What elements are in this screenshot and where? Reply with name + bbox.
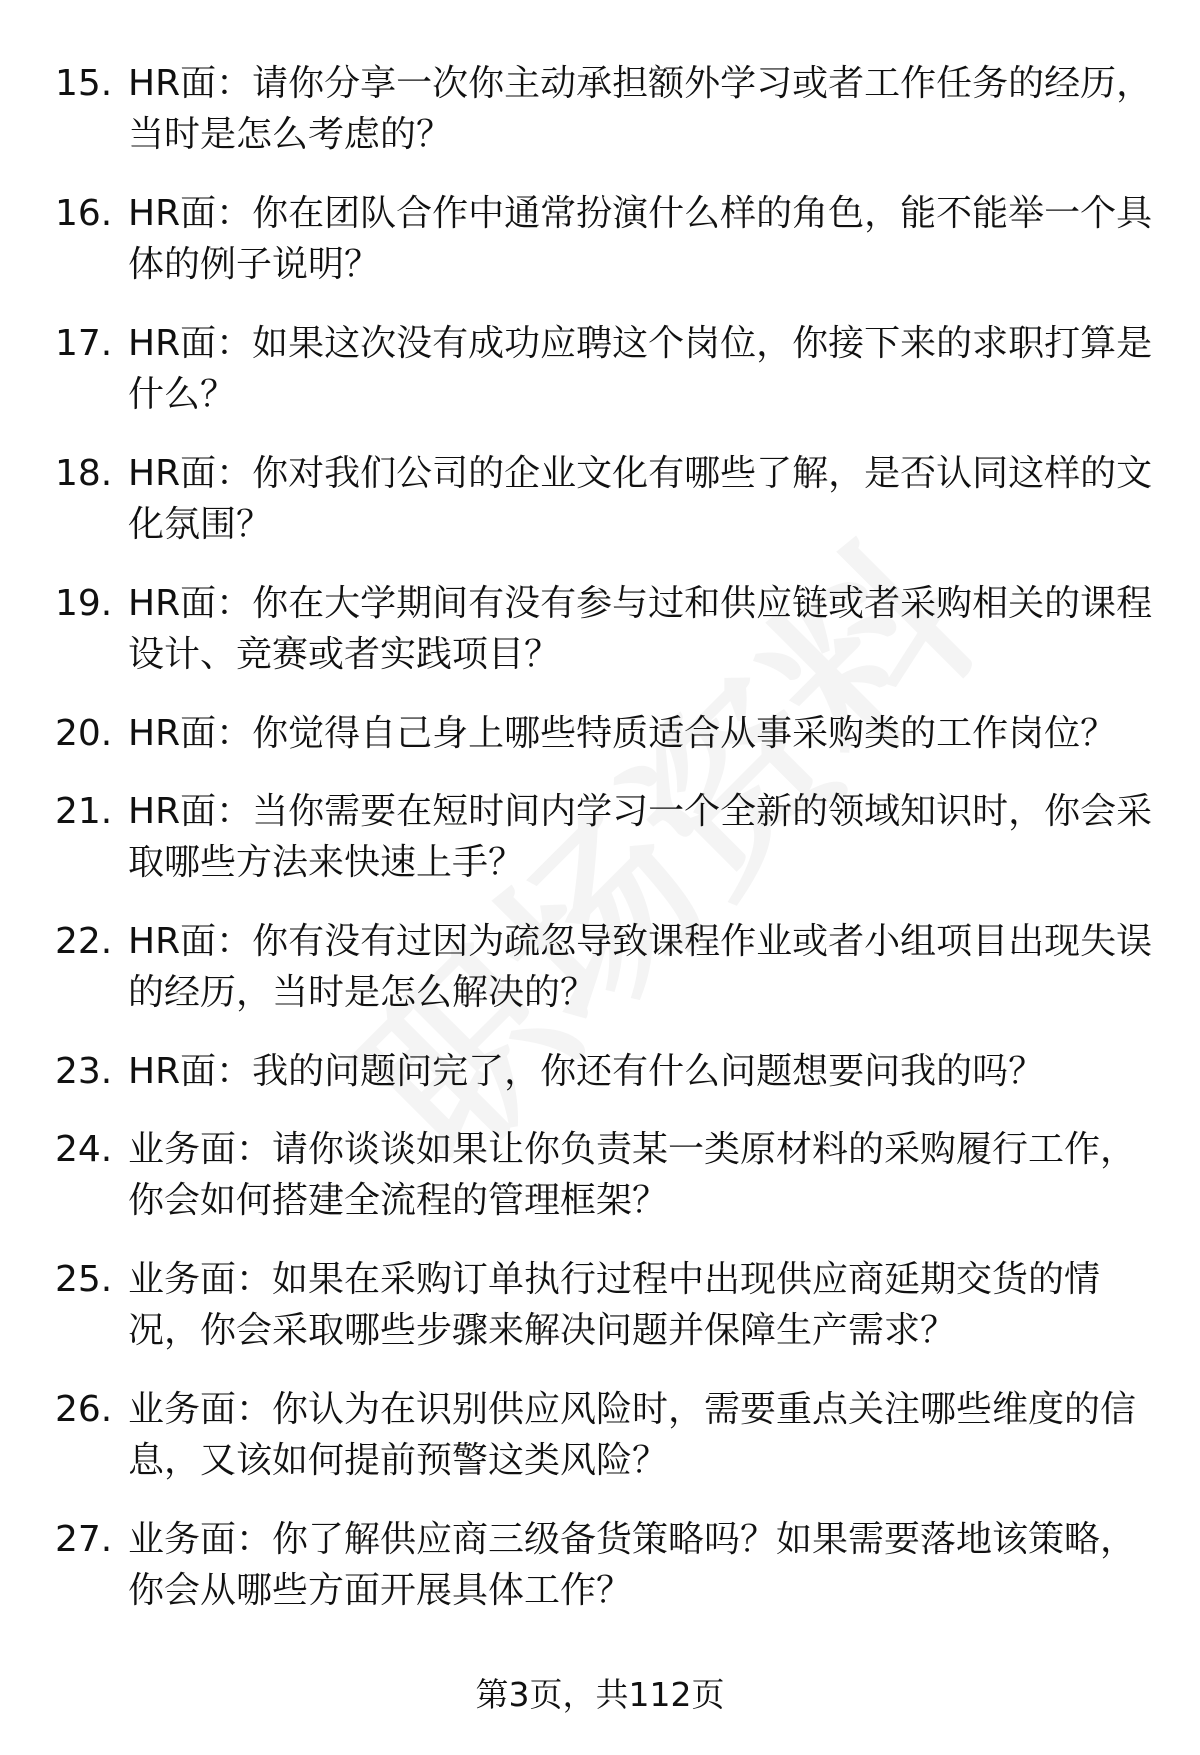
page-footer: 第3页，共112页 xyxy=(475,1675,725,1714)
question-number: 24. xyxy=(55,1129,113,1170)
question-list xyxy=(55,58,1155,1644)
list-item xyxy=(55,1254,1155,1356)
list-item xyxy=(55,578,1155,680)
list-item xyxy=(55,1046,1155,1097)
list-item xyxy=(55,916,1155,1018)
question-number: 15. xyxy=(55,63,113,104)
list-item xyxy=(55,58,1155,160)
question-number: 18. xyxy=(55,453,113,494)
question-number: 25. xyxy=(55,1259,113,1300)
list-item xyxy=(55,318,1155,420)
question-text: HR面：当你需要在短时间内学习一个全新的领域知识时，你会采取哪些方法来快速上手？ xyxy=(128,791,1153,883)
question-number: 16. xyxy=(55,193,113,234)
question-number: 27. xyxy=(55,1519,113,1560)
question-text: HR面：你有没有过因为疏忽导致课程作业或者小组项目出现失误的经历，当时是怎么解决的？ xyxy=(128,921,1153,1013)
question-text: HR面：你在团队合作中通常扮演什么样的角色，能不能举一个具体的例子说明？ xyxy=(128,193,1153,285)
question-text: 业务面：你认为在识别供应风险时，需要重点关注哪些维度的信息，又该如何提前预警这类风险？ xyxy=(128,1389,1137,1481)
question-text: HR面：你对我们公司的企业文化有哪些了解，是否认同这样的文化氛围？ xyxy=(128,453,1153,545)
question-number: 21. xyxy=(55,791,113,832)
question-number: 17. xyxy=(55,323,113,364)
question-number: 26. xyxy=(55,1389,113,1430)
question-text: HR面：如果这次没有成功应聘这个岗位，你接下来的求职打算是什么？ xyxy=(128,323,1153,415)
list-item xyxy=(55,1514,1155,1616)
question-number: 19. xyxy=(55,583,113,624)
list-item xyxy=(55,448,1155,550)
list-item xyxy=(55,188,1155,290)
question-number: 20. xyxy=(55,713,113,754)
list-item xyxy=(55,708,1155,759)
question-number: 22. xyxy=(55,921,113,962)
list-item xyxy=(55,786,1155,888)
question-text: HR面：你觉得自己身上哪些特质适合从事采购类的工作岗位？ xyxy=(128,713,1117,754)
question-text: HR面：我的问题问完了，你还有什么问题想要问我的吗？ xyxy=(128,1051,1045,1092)
question-text: 业务面：你了解供应商三级备货策略吗？如果需要落地该策略，你会从哪些方面开展具体工作？ xyxy=(128,1519,1137,1611)
list-item xyxy=(55,1384,1155,1486)
question-text: HR面：请你分享一次你主动承担额外学习或者工作任务的经历，当时是怎么考虑的？ xyxy=(128,63,1153,155)
question-text: 业务面：请你谈谈如果让你负责某一类原材料的采购履行工作，你会如何搭建全流程的管理框架？ xyxy=(128,1129,1137,1221)
list-item xyxy=(55,1124,1155,1226)
question-text: 业务面：如果在采购订单执行过程中出现供应商延期交货的情况，你会采取哪些步骤来解决问题并保障生产需求？ xyxy=(128,1259,1101,1351)
question-text: HR面：你在大学期间有没有参与过和供应链或者采购相关的课程设计、竞赛或者实践项目？ xyxy=(128,583,1153,675)
question-number: 23. xyxy=(55,1051,113,1092)
